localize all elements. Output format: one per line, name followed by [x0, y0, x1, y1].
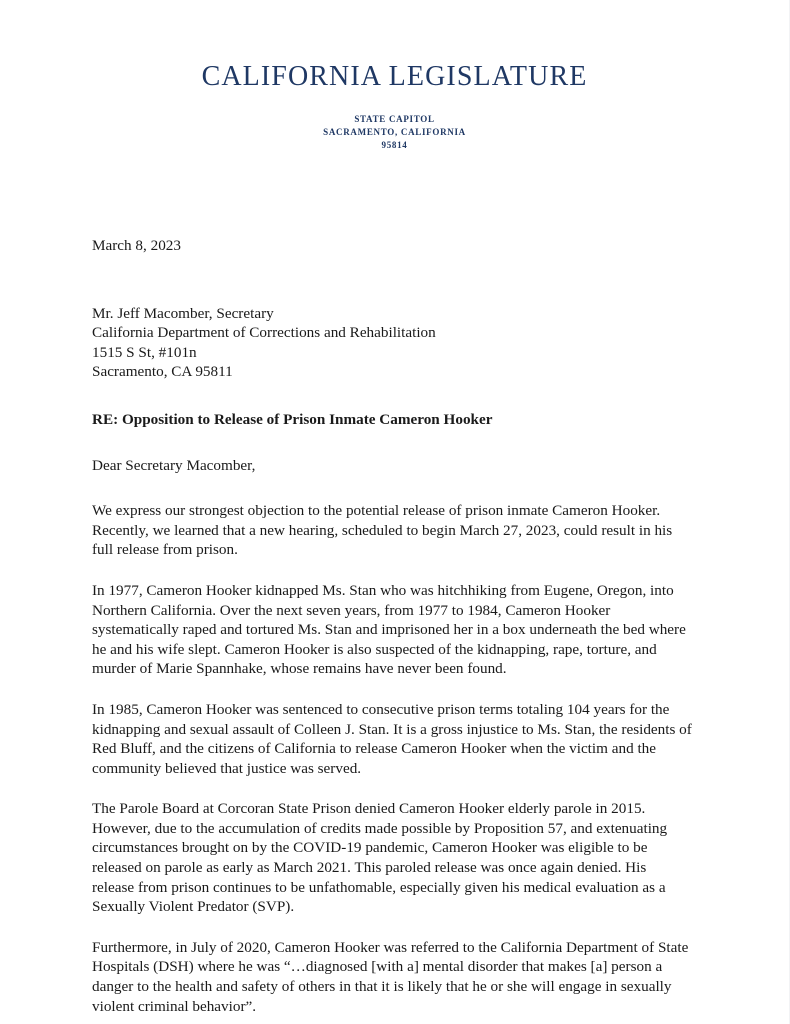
letterhead — [0, 0, 789, 153]
body-paragraph: In 1985, Cameron Hooker was sentenced to consecutive prison terms totaling 104 years for the kidnapping and sexual assault of Colleen J. Stan. It is a gross injustice to Ms. Stan, the residents of Red Bluff, and the citizens of California to release Cameron Hooker when the victim and the community believed that justice was served. — [92, 700, 692, 777]
letterhead-address-line-3: 95814 — [381, 140, 408, 151]
recipient-city-state-zip: Sacramento, CA 95811 — [92, 363, 233, 381]
letterhead-address-line-2: SACRAMENTO, CALIFORNIA — [323, 127, 466, 138]
recipient-name: Mr. Jeff Macomber, Secretary — [92, 304, 274, 322]
body-paragraph: Furthermore, in July of 2020, Cameron Hooker was referred to the California Department of State Hospitals (DSH) where he was “…diagnosed [with a] mental disorder that makes [a] person a danger to the health and safety of others in that it is likely that he or she will engage in sexually violent criminal behavior”. — [92, 938, 689, 1015]
salutation: Dear Secretary Macomber, — [92, 456, 256, 474]
subject-line: RE: Opposition to Release of Prison Inmate Cameron Hooker — [92, 410, 493, 428]
recipient-organization: California Department of Corrections and Rehabilitation — [92, 324, 436, 342]
letterhead-title: CALIFORNIA LEGISLATURE — [201, 61, 588, 92]
body-paragraph: We express our strongest objection to the potential release of prison inmate Cameron Hooker. Recently, we learned that a new hearing, scheduled to begin March 27, 2023, could result in his full release from prison. — [92, 502, 673, 559]
recipient-address-block — [92, 304, 692, 382]
recipient-street: 1515 S St, #101n — [92, 343, 197, 361]
letter-body — [92, 236, 692, 1016]
letter-date: March 8, 2023 — [92, 237, 181, 254]
body-paragraph: The Parole Board at Corcoran State Prison denied Cameron Hooker elderly parole in 2015. However, due to the accumulation of credits made possible by Proposition 57, and extenuating circumstances brought on by the COVID-19 pandemic, Cameron Hooker was eligible to be released on parole as early as March 2021. This paroled release was once again denied. His release from prison continues to be unfathomable, especially given his medical evaluation as a Sexually Violent Predator (SVP). — [92, 800, 668, 916]
body-paragraph: In 1977, Cameron Hooker kidnapped Ms. Stan who was hitchhiking from Eugene, Oregon, into Northern California. Over the next seven years, from 1977 to 1984, Cameron Hooker systematically raped and tortured Ms. Stan and imprisoned her in a box underneath the bed where he and his wife slept. Cameron Hooker is also suspected of the kidnapping, rape, torture, and murder of Marie Spannhake, whose remains have never been found. — [92, 581, 686, 678]
letterhead-address-line-1: STATE CAPITOL — [354, 114, 435, 125]
letterhead-address — [0, 113, 789, 152]
